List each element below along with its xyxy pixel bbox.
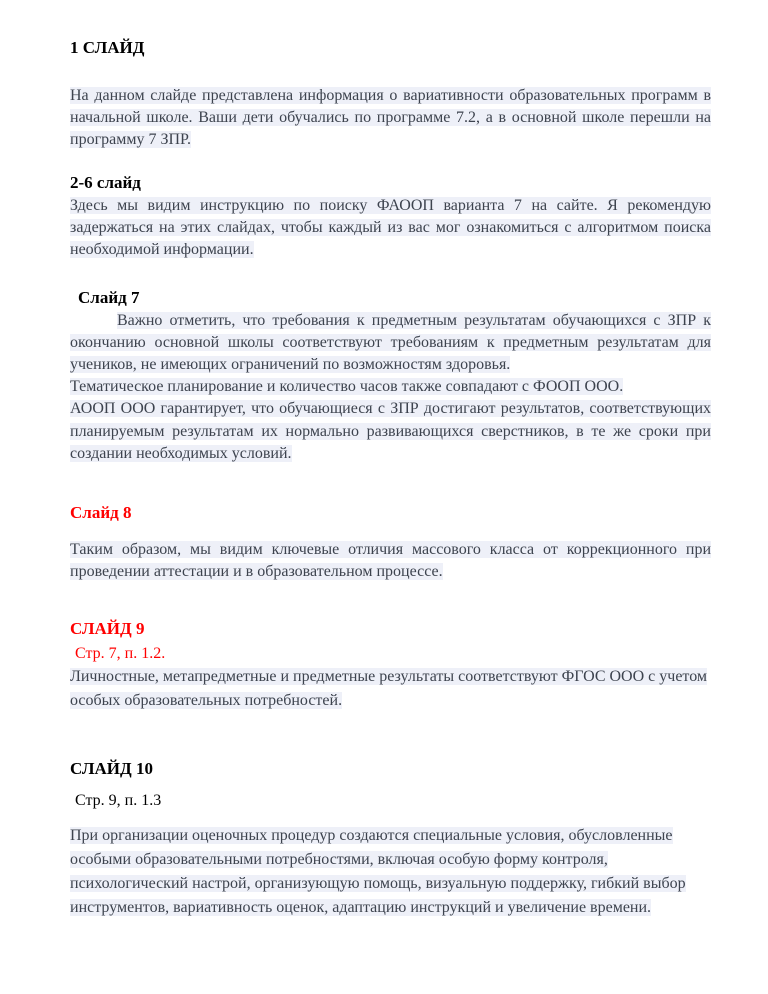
slide-8-heading: Слайд 8 [70,502,132,522]
section-slide-8 [70,503,711,584]
slide-1-heading: 1 СЛАЙД [70,38,145,57]
section-slide-9 [70,619,711,713]
highlighted-text: На данном слайде представлена информация о вариативности образовательных программ в начальной школе. Ваши дети обучались по программе 7.2, а в основной школе перешли на программу 7 ЗПР. [70,86,711,148]
slide-2-6-heading: 2-6 слайд [70,172,141,192]
section-slide-7 [70,288,711,465]
slide-1-paragraph [70,85,711,151]
highlighted-text: Таким образом, мы видим ключевые отличия массового класса от коррекционного при проведении аттестации и в образовательном процессе. [70,541,711,581]
highlighted-text: Здесь мы видим инструкцию по поиску ФАООП варианта 7 на сайте. Я рекомендую задержаться на этих слайдах, чтобы каждый из вас мог ознакомиться с алгоритмом поиска необходимой информации. [70,197,711,259]
slide-2-6-paragraph [70,195,711,261]
section-slide-2-6 [70,173,711,262]
slide-9-page-reference: Стр. 7, п. 1.2. [75,644,166,662]
slide-7-paragraph-2 [70,376,711,398]
slide-8-paragraph [70,539,711,583]
slide-9-heading: СЛАЙД 9 [70,619,145,639]
slide-10-heading: СЛАЙД 10 [70,759,153,779]
highlighted-text: Личностные, метапредметные и предметные результаты соответствуют ФГОС ООО с учетом особых образовательных потребностей. [70,668,708,710]
section-slide-1 [70,38,711,151]
section-slide-10 [70,759,711,920]
highlighted-text: АООП ООО гарантирует, что обучающиеся с ЗПР достигают результатов, соответствующих планируемым результатам их нормально развивающихся сверстников, в те же сроки при создании необходимых условий. [70,400,711,462]
highlighted-text: Важно отметить, что требования к предметным результатам обучающихся с ЗПР к окончанию основной школы соответствуют требованиям к предметным результатам для учеников, не имеющих ограничений по возможностям здоровья. [70,312,711,374]
slide-10-page-reference: Стр. 9, п. 1.3 [75,791,162,809]
slide-7-heading: Слайд 7 [78,287,140,307]
highlighted-text: Тематическое планирование и количество часов также совпадают с ФООП ООО. [70,378,624,396]
slide-7-paragraph-3 [70,398,711,464]
slide-7-paragraph-1 [70,310,711,376]
slide-10-paragraph [70,824,711,920]
highlighted-text: При организации оценочных процедур создаются специальные условия, обусловленные особыми образовательными потребностями, включая особую форму контроля, психологический настрой, организующую помощь, визуальную поддержку, гибкий выбор инструментов, вариативность оценок, адаптацию инструкций и увеличение времени. [70,826,686,916]
slide-9-paragraph [70,665,711,713]
